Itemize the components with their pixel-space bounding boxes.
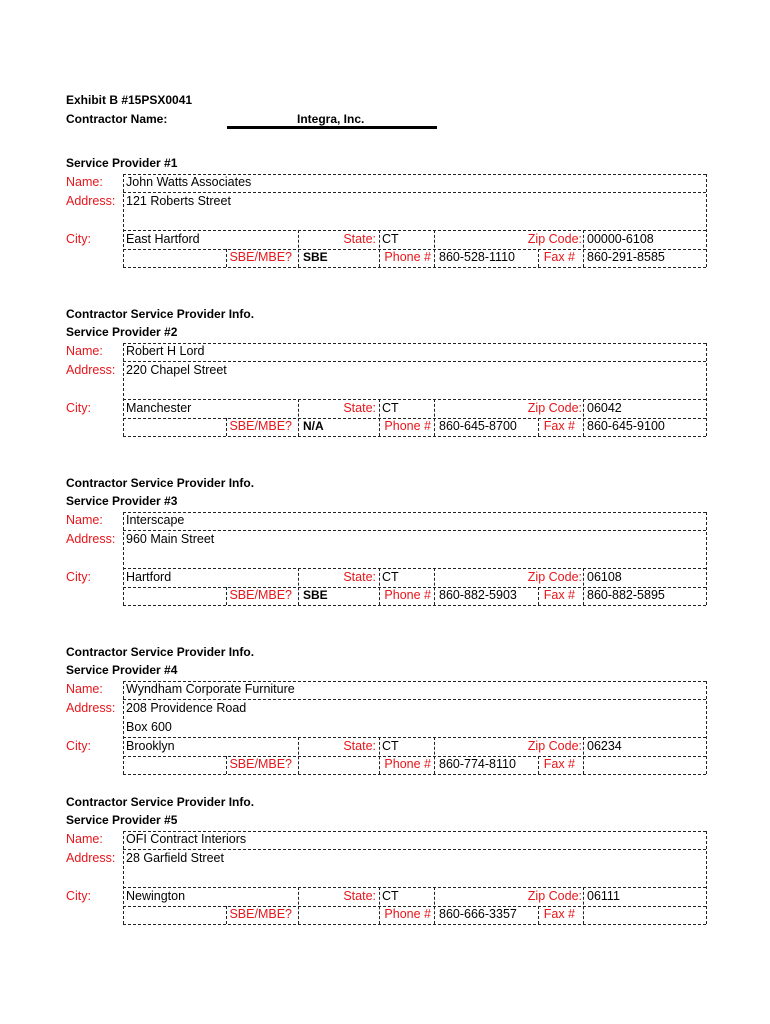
grid-line <box>123 399 706 400</box>
contractor-name-value: Integra, Inc. <box>297 112 365 126</box>
grid-line <box>123 924 706 925</box>
service-provider-section <box>0 476 770 646</box>
provider-info-label: Contractor Service Provider Info. <box>66 476 255 490</box>
provider-heading: Service Provider #5 <box>66 813 178 827</box>
phone-label: Phone # <box>384 907 431 921</box>
contractor-name-label: Contractor Name: <box>66 112 168 126</box>
contractor-name-underline <box>227 126 437 129</box>
state-label: State: <box>343 889 376 903</box>
zip-label: Zip Code: <box>527 232 582 246</box>
phone-label: Phone # <box>384 250 431 264</box>
name-label: Name: <box>66 832 103 846</box>
sbe-mbe-label: SBE/MBE? <box>229 250 292 264</box>
grid-line <box>123 605 706 606</box>
fax-label: Fax # <box>543 588 575 602</box>
grid-line <box>434 568 435 605</box>
grid-line <box>123 831 706 832</box>
grid-line <box>434 230 435 267</box>
city-label: City: <box>66 570 91 584</box>
fax-label: Fax # <box>543 907 575 921</box>
grid-line <box>434 887 435 924</box>
grid-line <box>123 681 706 682</box>
phone-value: 860-666-3357 <box>439 907 517 921</box>
fax-value: 860-645-9100 <box>587 419 665 433</box>
grid-line <box>123 906 706 907</box>
sbe-mbe-label: SBE/MBE? <box>229 419 292 433</box>
city-label: City: <box>66 889 91 903</box>
service-provider-section <box>0 645 770 815</box>
phone-label: Phone # <box>384 419 431 433</box>
phone-label: Phone # <box>384 588 431 602</box>
grid-line <box>583 887 584 924</box>
fax-value: 860-882-5895 <box>587 588 665 602</box>
grid-line <box>706 174 707 267</box>
state-value: CT <box>382 570 399 584</box>
grid-line <box>123 849 706 850</box>
city-value: Brooklyn <box>126 739 175 753</box>
grid-line <box>123 568 706 569</box>
city-value: Hartford <box>126 570 172 584</box>
grid-line <box>123 512 124 605</box>
service-provider-section <box>0 307 770 477</box>
grid-line <box>123 737 706 738</box>
provider-name-value: OFI Contract Interiors <box>126 832 247 846</box>
city-label: City: <box>66 232 91 246</box>
name-label: Name: <box>66 682 103 696</box>
zip-value: 06234 <box>587 739 622 753</box>
service-provider-section <box>0 795 770 965</box>
fax-value: 860-291-8585 <box>587 250 665 264</box>
grid-line <box>123 774 706 775</box>
zip-value: 06108 <box>587 570 622 584</box>
grid-line <box>583 399 584 436</box>
state-label: State: <box>343 739 376 753</box>
grid-line <box>706 831 707 924</box>
zip-value: 06111 <box>587 889 620 903</box>
grid-line <box>538 249 539 267</box>
grid-line <box>298 399 299 436</box>
grid-line <box>706 681 707 774</box>
grid-line <box>123 361 706 362</box>
address-line1-value: 208 Providence Road <box>126 701 247 715</box>
provider-info-label: Contractor Service Provider Info. <box>66 795 255 809</box>
state-value: CT <box>382 401 399 415</box>
grid-line <box>538 906 539 924</box>
provider-heading: Service Provider #1 <box>66 156 178 170</box>
state-value: CT <box>382 232 399 246</box>
grid-line <box>123 174 706 175</box>
grid-line <box>123 756 706 757</box>
grid-line <box>123 249 706 250</box>
grid-line <box>123 530 706 531</box>
provider-info-label: Contractor Service Provider Info. <box>66 307 255 321</box>
address-label: Address: <box>66 701 116 715</box>
grid-line <box>583 737 584 774</box>
grid-line <box>123 418 706 419</box>
grid-line <box>226 249 227 267</box>
grid-line <box>538 756 539 774</box>
provider-info-label: Contractor Service Provider Info. <box>66 645 255 659</box>
grid-line <box>226 587 227 605</box>
grid-line <box>434 399 435 436</box>
phone-value: 860-774-8110 <box>439 757 516 771</box>
grid-line <box>538 418 539 436</box>
grid-line <box>379 230 380 267</box>
grid-line <box>123 887 706 888</box>
state-label: State: <box>343 401 376 415</box>
state-value: CT <box>382 739 399 753</box>
grid-line <box>298 887 299 924</box>
city-label: City: <box>66 739 91 753</box>
provider-heading: Service Provider #3 <box>66 494 178 508</box>
state-value: CT <box>382 889 399 903</box>
address-line2-value: Box 600 <box>126 720 172 734</box>
sbe-mbe-label: SBE/MBE? <box>229 907 292 921</box>
grid-line <box>379 399 380 436</box>
zip-label: Zip Code: <box>527 889 582 903</box>
sbe-mbe-label: SBE/MBE? <box>229 588 292 602</box>
grid-line <box>583 568 584 605</box>
address-label: Address: <box>66 851 116 865</box>
fax-label: Fax # <box>543 757 575 771</box>
address-line1-value: 28 Garfield Street <box>126 851 224 865</box>
grid-line <box>298 230 299 267</box>
address-line1-value: 121 Roberts Street <box>126 194 231 208</box>
grid-line <box>226 756 227 774</box>
fax-label: Fax # <box>543 419 575 433</box>
grid-line <box>123 192 706 193</box>
grid-line <box>226 418 227 436</box>
grid-line <box>706 343 707 436</box>
grid-line <box>298 737 299 774</box>
grid-line <box>123 587 706 588</box>
grid-line <box>706 512 707 605</box>
sbe-mbe-label: SBE/MBE? <box>229 757 292 771</box>
sbe-mbe-value: N/A <box>303 419 324 433</box>
address-line1-value: 960 Main Street <box>126 532 215 546</box>
zip-label: Zip Code: <box>527 401 582 415</box>
name-label: Name: <box>66 344 103 358</box>
phone-value: 860-528-1110 <box>439 250 515 264</box>
name-label: Name: <box>66 175 103 189</box>
grid-line <box>226 906 227 924</box>
phone-value: 860-645-8700 <box>439 419 517 433</box>
grid-line <box>538 587 539 605</box>
grid-line <box>298 568 299 605</box>
state-label: State: <box>343 570 376 584</box>
grid-line <box>583 230 584 267</box>
grid-line <box>123 436 706 437</box>
state-label: State: <box>343 232 376 246</box>
grid-line <box>379 737 380 774</box>
grid-line <box>123 699 706 700</box>
provider-heading: Service Provider #2 <box>66 325 178 339</box>
grid-line <box>123 343 124 436</box>
phone-label: Phone # <box>384 757 431 771</box>
city-value: Newington <box>126 889 186 903</box>
provider-name-value: Interscape <box>126 513 185 527</box>
city-value: Manchester <box>126 401 192 415</box>
zip-value: 00000-6108 <box>587 232 654 246</box>
address-label: Address: <box>66 532 116 546</box>
grid-line <box>434 737 435 774</box>
grid-line <box>123 230 706 231</box>
provider-heading: Service Provider #4 <box>66 663 178 677</box>
zip-value: 06042 <box>587 401 622 415</box>
grid-line <box>123 343 706 344</box>
grid-line <box>123 267 706 268</box>
fax-label: Fax # <box>543 250 575 264</box>
provider-name-value: Wyndham Corporate Furniture <box>126 682 295 696</box>
city-value: East Hartford <box>126 232 200 246</box>
address-label: Address: <box>66 363 116 377</box>
provider-name-value: Robert H Lord <box>126 344 205 358</box>
grid-line <box>379 568 380 605</box>
grid-line <box>123 174 124 267</box>
zip-label: Zip Code: <box>527 739 582 753</box>
address-label: Address: <box>66 194 116 208</box>
sbe-mbe-value: SBE <box>303 250 328 264</box>
grid-line <box>123 512 706 513</box>
name-label: Name: <box>66 513 103 527</box>
address-line1-value: 220 Chapel Street <box>126 363 227 377</box>
zip-label: Zip Code: <box>527 570 582 584</box>
grid-line <box>379 887 380 924</box>
exhibit-title: Exhibit B #15PSX0041 <box>66 93 193 107</box>
sbe-mbe-value: SBE <box>303 588 328 602</box>
phone-value: 860-882-5903 <box>439 588 517 602</box>
provider-name-value: John Watts Associates <box>126 175 252 189</box>
service-provider-section <box>0 138 770 308</box>
grid-line <box>123 831 124 924</box>
grid-line <box>123 681 124 774</box>
city-label: City: <box>66 401 91 415</box>
